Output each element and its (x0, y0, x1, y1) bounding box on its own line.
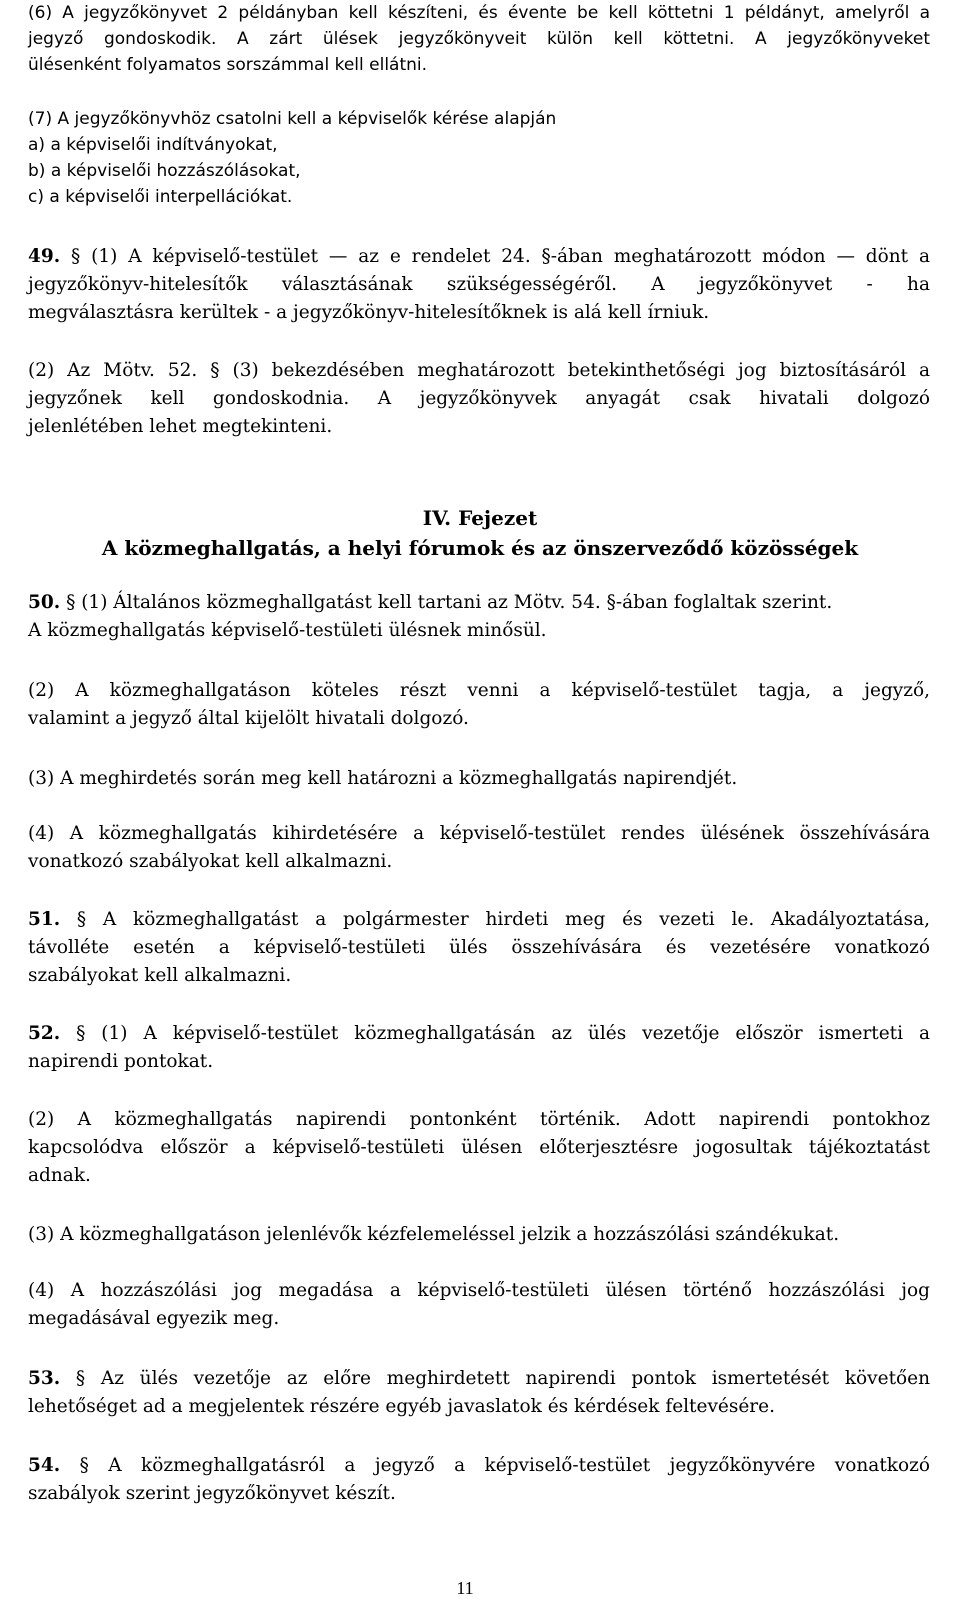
text-line: (6) A jegyzőkönyvet 2 példányban kell készíteni, és évente be kell köttetni 1 példányt, amelyről a (28, 3, 930, 23)
text-line: vonatkozó szabályokat kell alkalmazni. (28, 851, 393, 872)
text-line: (2) A közmeghallgatáson köteles részt venni a képviselő-testület tagja, a jegyző, (28, 680, 930, 701)
chapter-title: A közmeghallgatás, a helyi fórumok és az önszerveződő közösségek (101, 536, 859, 560)
text-line: jegyzőkönyv-hitelesítők választásának szükségességéről. A jegyzőkönyvet - ha (28, 274, 930, 295)
text-line: § A közmeghallgatásról a jegyző a képviselő-testület jegyzőkönyvére vonatkozó (79, 1455, 930, 1476)
text-line: valamint a jegyző által kijelölt hivatali dolgozó. (28, 708, 469, 729)
list-item-a: a) a képviselői indítványokat, (28, 135, 278, 155)
text-line: (7) A jegyzőkönyvhöz csatolni kell a képviselők kérése alapján (28, 109, 557, 129)
section-50-paragraph-1 (28, 589, 930, 645)
text-line: (3) A közmeghallgatáson jelenlévők kézfelemeléssel jelzik a hozzászólási szándékukat. (28, 1224, 840, 1245)
section-52-paragraph-2 (28, 1106, 930, 1190)
text-line: jegyző gondoskodik. A zárt ülések jegyzőkönyveit külön kell köttetni. A jegyzőkönyveket (28, 29, 930, 49)
text-line: szabályok szerint jegyzőkönyvet készít. (28, 1483, 396, 1504)
section-50-paragraph-4 (28, 820, 930, 876)
section-number: 52. (28, 1023, 61, 1044)
section-50-paragraph-3 (28, 765, 930, 793)
section-54 (28, 1452, 930, 1508)
text-line: kapcsolódva először a képviselő-testületi ülésen előterjesztésre jogosultak tájékoztatást (28, 1137, 930, 1158)
text-line: szabályokat kell alkalmazni. (28, 965, 292, 986)
text-line: megadásával egyezik meg. (28, 1308, 280, 1329)
section-49-paragraph-1 (28, 243, 930, 327)
section-53 (28, 1365, 930, 1421)
text-line: § (1) Általános közmeghallgatást kell tartani az Mötv. 54. §-ában foglaltak szerint. (66, 592, 833, 613)
text-line: lehetőséget ad a megjelentek részére egyéb javaslatok és kérdések feltevésére. (28, 1396, 775, 1417)
paragraph-6 (28, 0, 930, 78)
text-line: napirendi pontokat. (28, 1051, 214, 1072)
text-line: (2) Az Mötv. 52. § (3) bekezdésében meghatározott betekinthetőségi jog biztosításáról a (28, 360, 930, 381)
text-line: (2) A közmeghallgatás napirendi pontonként történik. Adott napirendi pontokhoz (28, 1109, 930, 1130)
text-line: jegyzőnek kell gondoskodnia. A jegyzőkönyvek anyagát csak hivatali dolgozó (28, 388, 930, 409)
text-line: távolléte esetén a képviselő-testületi ülés összehívására és vezetésére vonatkozó (28, 937, 930, 958)
section-number: 49. (28, 246, 61, 267)
text-line: A közmeghallgatás képviselő-testületi ülésnek minősül. (28, 620, 547, 641)
text-line: jelenlétében lehet megtekinteni. (28, 416, 333, 437)
section-52-paragraph-1 (28, 1020, 930, 1076)
text-line: § A közmeghallgatást a polgármester hirdeti meg és vezeti le. Akadályoztatása, (76, 909, 930, 930)
chapter-number: IV. Fejezet (422, 506, 538, 530)
section-52-paragraph-3 (28, 1221, 930, 1249)
text-line: § (1) A képviselő-testület — az e rendelet 24. §-ában meghatározott módon — dönt a (71, 246, 930, 267)
section-number: 50. (28, 592, 61, 613)
text-line: (4) A közmeghallgatás kihirdetésére a képviselő-testület rendes ülésének összehívására (28, 823, 930, 844)
section-50-paragraph-2 (28, 677, 930, 733)
paragraph-7 (28, 106, 930, 210)
text-line: (3) A meghirdetés során meg kell határozni a közmeghallgatás napirendjét. (28, 768, 738, 789)
section-49-paragraph-2 (28, 357, 930, 441)
section-52-paragraph-4 (28, 1277, 930, 1333)
section-51 (28, 906, 930, 990)
text-line: § (1) A képviselő-testület közmeghallgatásán az ülés vezetője először ismerteti a (76, 1023, 930, 1044)
section-number: 53. (28, 1368, 61, 1389)
text-line: megválasztásra kerültek - a jegyzőkönyv-hitelesítőknek is alá kell írniuk. (28, 302, 710, 323)
text-line: adnak. (28, 1165, 91, 1186)
text-line: § Az ülés vezetője az előre meghirdetett napirendi pontok ismertetését követően (75, 1368, 930, 1389)
section-number: 54. (28, 1455, 61, 1476)
text-line: (4) A hozzászólási jog megadása a képviselő-testületi ülésen történő hozzászólási jog (28, 1280, 930, 1301)
section-number: 51. (28, 909, 61, 930)
page-number: 11 (456, 1578, 474, 1598)
list-item-b: b) a képviselői hozzászólásokat, (28, 161, 301, 181)
list-item-c: c) a képviselői interpellációkat. (28, 187, 293, 207)
text-line: ülésenként folyamatos sorszámmal kell ellátni. (28, 55, 428, 75)
